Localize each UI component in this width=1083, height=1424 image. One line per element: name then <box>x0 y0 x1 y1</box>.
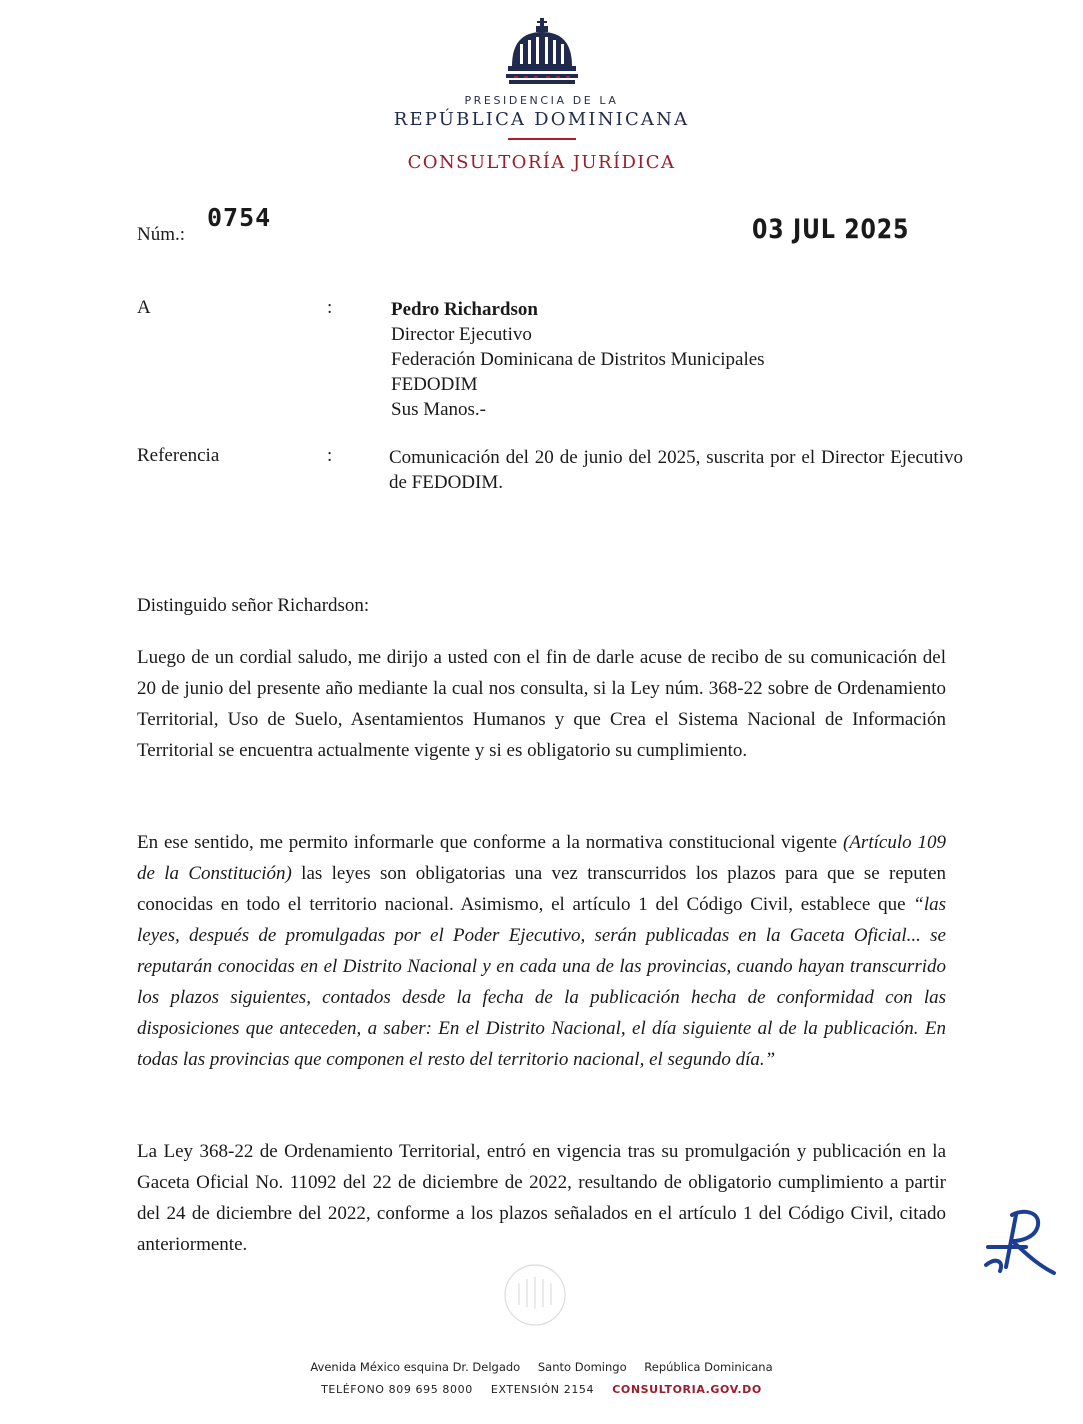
footer-country: República Dominicana <box>644 1360 773 1374</box>
reference-number-value: 0754 <box>207 203 272 232</box>
civil-code-quote: “las leyes, después de promulgadas por el Poder Ejecutivo, serán publicadas en la Gaceta Oficial... se reputarán conocidas en el Distrito Nacional y en cada una de las provincias, cuando hayan transcurrido los plazos siguientes, contados desde la fecha de la publicación hecha de conformidad con las disposiciones que anteceden, a saber: En el Distrito Nacional, el día siguiente al de la publicación. En todas las provincias que componen el resto del territorio nacional, el segundo día.” <box>137 894 946 1070</box>
header-presidencia: PRESIDENCIA DE LA <box>464 94 619 107</box>
footer-address-line <box>0 1360 1083 1374</box>
constitution-citation: (Artículo 109 de la Constitución) <box>137 832 946 884</box>
recipient-colon: : <box>327 297 333 318</box>
national-palace-dome-icon <box>506 18 578 84</box>
recipient-acronym: FEDODIM <box>391 374 478 395</box>
paragraph-2-middle: las leyes son obligatorias una vez transcurridos los plazos para que se reputen conocidas en todo el territorio nacional. Asimismo, el artículo 1 del Código Civil, establece que <box>137 863 947 915</box>
footer-extension: EXTENSIÓN 2154 <box>490 1383 595 1396</box>
reference-text: Comunicación del 20 de junio del 2025, suscrita por el Director Ejecutivo de FEDODIM. <box>389 447 963 493</box>
date-stamp: 03 JUL 2025 <box>752 214 910 245</box>
footer-contact-line <box>0 1383 1083 1396</box>
handwritten-signature <box>982 1205 1058 1285</box>
reference-label: Referencia <box>137 445 220 466</box>
reference-colon: : <box>327 445 333 466</box>
paragraph-2-intro: En ese sentido, me permito informarle que conforme a la normativa constitucional vigente <box>137 832 843 853</box>
reference-number-label: Núm.: <box>137 224 186 245</box>
header-department: CONSULTORÍA JURÍDICA <box>407 152 676 173</box>
footer-phone: TELÉFONO 809 695 8000 <box>321 1383 473 1396</box>
body-paragraph-2 <box>137 827 946 1075</box>
footer-address: Avenida México esquina Dr. Delgado <box>310 1360 521 1374</box>
header-republica: REPÚBLICA DOMINICANA <box>393 109 690 130</box>
footer-city: Santo Domingo <box>537 1360 627 1374</box>
header-divider <box>508 138 576 140</box>
recipient-title: Director Ejecutivo <box>391 324 532 345</box>
recipient-organization: Federación Dominicana de Distritos Municipales <box>391 349 765 370</box>
footer-website-link[interactable]: CONSULTORIA.GOV.DO <box>612 1383 762 1396</box>
recipient-block <box>391 297 765 422</box>
salutation: Distinguido señor Richardson: <box>137 595 370 616</box>
recipient-label: A <box>137 297 151 318</box>
body-paragraph-1: Luego de un cordial saludo, me dirijo a usted con el fin de darle acuse de recibo de su comunicación del 20 de junio del presente año mediante la cual nos consulta, si la Ley núm. 368-22 sobre de Ordenamiento Territorial, Uso de Suelo, Asentamientos Humanos y que Crea el Sistema Nacional de Información Territorial se encuentra actualmente vigente y si es obligatorio su cumplimiento. <box>137 647 946 761</box>
seal-watermark <box>495 1255 575 1335</box>
recipient-closing: Sus Manos.- <box>391 399 487 420</box>
body-paragraph-3: La Ley 368-22 de Ordenamiento Territorial, entró en vigencia tras su promulgación y publicación en la Gaceta Oficial No. 11092 del 22 de diciembre de 2022, resultando de obligatorio cumplimiento a partir del 24 de diciembre del 2022, conforme a los plazos señalados en el artículo 1 del Código Civil, citado anteriormente. <box>137 1141 946 1255</box>
recipient-name: Pedro Richardson <box>391 299 538 320</box>
